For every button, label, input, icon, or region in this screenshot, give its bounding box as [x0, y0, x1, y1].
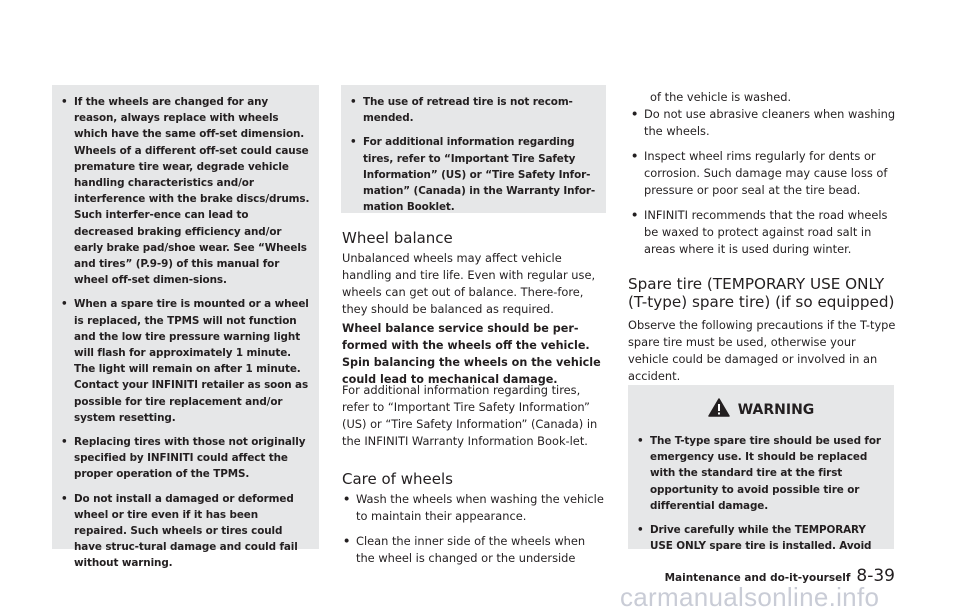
- list-item: • Do not install a damaged or deformed wheel or tire even if it has been repaired. Such wheels or tires could have struc-tural damage and could fail without warning.: [61, 492, 298, 570]
- section-title-wheel-balance: Wheel balance: [342, 229, 453, 247]
- list-item: • Wash the wheels when washing the vehicle to maintain their appearance.: [343, 492, 604, 523]
- warning-list: [630, 433, 886, 562]
- care-list-continued: [624, 106, 896, 266]
- section-title-spare-tire: Spare tire (TEMPORARY USE ONLY (T-type) spare tire) (if so equipped): [628, 275, 895, 311]
- list-item: • Clean the inner side of the wheels when the wheel is changed or the underside: [343, 534, 586, 565]
- list-item: • Do not use abrasive cleaners when washing the wheels.: [631, 107, 896, 138]
- warning-title: WARNING: [652, 398, 870, 419]
- list-item: • For additional information regarding tires, refer to “Important Tire Safety Information” (US) or “Tire Safety Infor-mation” (Canada) in the Warranty Infor-mation Booklet.: [350, 136, 596, 214]
- care-list: [336, 491, 606, 575]
- page-number: 8-39: [856, 566, 895, 586]
- list-item: • The use of retread tire is not recom-mended.: [350, 96, 573, 125]
- list-item: • INFINITI recommends that the road wheels be waxed to protect against road salt in areas where it is used during winter.: [631, 208, 888, 256]
- warning-icon: [708, 398, 730, 417]
- list-item: • The T-type spare tire should be used for emergency use. It should be replaced with the standard tire at the first opportunity to avoid possible tire or differential damage.: [637, 435, 881, 512]
- list-item: • When a spare tire is mounted or a wheel is replaced, the TPMS will not function and the low tire pressure warning light will flash for approximately 1 minute. The light will remain on after 1 minute. Contact your INFINITI retailer as soon as possible for tire replacement and/or system resetting.: [61, 298, 309, 424]
- list-item: • If the wheels are changed for any reason, always replace with wheels which have the same off-set dimension. Wheels of a different off-set could cause premature tire wear, degrade vehicle handling characteristics and/or interference with the brake discs/drums. Such interfer-ence can lead to decreased braking efficiency and/or early brake pad/shoe wear. See “Wheels and tires” (P.9-9) of this manual for wheel off-set dimen-sions.: [61, 96, 310, 287]
- spare-tire-paragraph: Observe the following precautions if the T-type spare tire must be used, otherwise your vehicle could be damaged or involved in an accident.: [628, 318, 896, 383]
- list-item: • Replacing tires with those not originally specified by INFINITI could affect the proper operation of the TPMS.: [61, 436, 306, 481]
- wheel-balance-paragraph: Unbalanced wheels may affect vehicle handling and tire life. Even with regular use, wheels can get out of balance. There-fore, they should be balanced as required.: [342, 251, 596, 316]
- wheel-balance-service-paragraph: Wheel balance service should be per-formed with the wheels off the vehicle. Spin balancing the wheels on the vehicle could lead to mechanical damage.: [342, 322, 601, 386]
- list-item: • Inspect wheel rims regularly for dents or corrosion. Such damage may cause loss of pressure or poor seal at the tire bead.: [631, 149, 888, 197]
- footer-section-title: Maintenance and do-it-yourself: [664, 572, 851, 584]
- caution-list-middle: [343, 94, 598, 223]
- caution-list-left: [54, 94, 310, 580]
- wheel-balance-info-paragraph: For additional information regarding tires, refer to “Important Tire Safety Information” (US) or “Tire Safety Information” (Canada) in the INFINITI Warranty Information Book-let.: [342, 383, 598, 448]
- watermark: carmanualsonline.info: [620, 582, 880, 612]
- section-title-care-of-wheels: Care of wheels: [342, 470, 453, 488]
- care-continuation: of the vehicle is washed.: [650, 90, 792, 104]
- list-item: • Drive carefully while the TEMPORARY USE ONLY spare tire is installed. Avoid: [637, 524, 872, 553]
